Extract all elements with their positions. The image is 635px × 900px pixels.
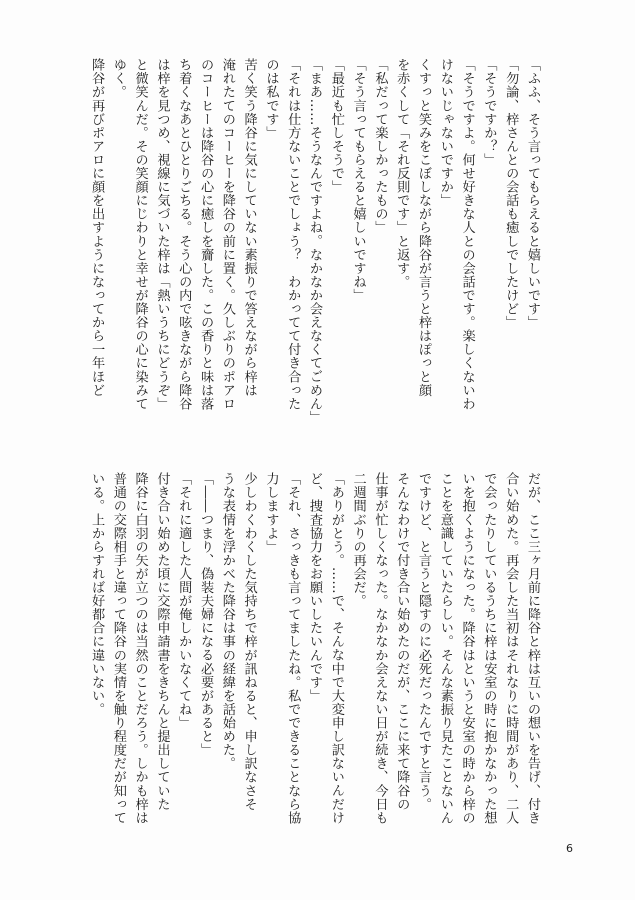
text-line: 降谷に白羽の矢が立つのは当然のことだろう。しかも梓は xyxy=(132,472,148,825)
text-line: 「そうですよ。何せ好きな人との会話です。楽しくないわ xyxy=(459,58,475,411)
text-line: 二週間ぶりの再会だ。 xyxy=(350,472,366,608)
text-line: 「それに適した人間が俺しかいなくてね」 xyxy=(176,472,192,730)
page-number: 6 xyxy=(566,842,573,855)
text-line: ゆく。 xyxy=(110,58,126,99)
text-line: いを抱くようになった。降谷はというと安室の時から梓の xyxy=(459,472,475,825)
text-line: そんなわけで付き合い始めたのだが、ここに来て降谷の xyxy=(394,472,410,811)
text-line: 「まあ……そうなんですよね。なかなか会えなくてごめん」 xyxy=(307,58,323,424)
text-line: 「最近も忙しそうで」 xyxy=(328,58,344,194)
text-line: 「――つまり、偽装夫婦になる必要があると」 xyxy=(198,472,214,757)
text-line: で会ったりしているうちに梓は安室の時に抱かなかった想 xyxy=(481,472,497,825)
text-line: うな表情を浮かべた降谷は事の経緯を話始めた。 xyxy=(219,472,235,771)
text-line: は梓を見つめ、視線に気づいた梓は「熱いうちにどうぞ」 xyxy=(154,58,170,411)
text-line: を赤くして「それ反則です」と返す。 xyxy=(394,58,410,289)
text-line: 苦く笑う降谷に気にしていない素振りで答えながら梓は xyxy=(241,58,257,397)
text-line: 合い始めた。再会した当初はそれなりに時間があり、二人 xyxy=(503,472,519,825)
text-line: 力しますよ」 xyxy=(263,472,279,554)
text-line: 「そうですか？」 xyxy=(481,58,497,167)
text-line: 「そう言ってもらえると嬉しいですね」 xyxy=(350,58,366,302)
text-line: ち着くなあとひとりごちる。そう心の内で呟きながら降谷 xyxy=(176,58,192,411)
text-line: のは私です」 xyxy=(263,58,279,140)
text-column-bottom xyxy=(83,472,543,852)
text-line: ど、捜査協力をお願いしたいんです」 xyxy=(307,472,323,703)
text-line: だが、ここ三ヶ月前に降谷と梓は互いの想いを告げ、付き xyxy=(525,472,540,825)
text-line: 淹れたてのコーヒーを降谷の前に置く。久しぶりのポアロ xyxy=(219,58,235,411)
text-line: 「それ、さっきも言ってましたね。私でできることなら協 xyxy=(285,472,301,825)
text-line: ですけど、と言うと隠すのに必死だったんですと言う。 xyxy=(416,472,432,811)
text-line: 「勿論、梓さんとの会話も癒しでしたけど」 xyxy=(503,58,519,329)
text-line: 付き合い始めた頃に交際申請書をきちんと提出していた xyxy=(154,472,170,811)
text-line: 降谷が再びポアロに顔を出すようになってから一年ほど xyxy=(89,58,105,397)
text-line: と微笑んだ。その笑顔にじわりと幸せが降谷の心に染みて xyxy=(132,58,148,411)
text-column-top xyxy=(83,58,543,450)
text-line: 少しわくわくした気持ちで梓が訊ねると、申し訳なさそ xyxy=(241,472,257,811)
text-line: 普通の交際相手と違って降谷の実情を触り程度だが知って xyxy=(110,472,126,825)
text-line: けないじゃないですか」 xyxy=(437,58,453,208)
text-line: 仕事が忙しくなった。なかなか会えない日が続き、今日も xyxy=(372,472,388,825)
text-line: ことを意識していたらしい。そんな素振り見たことないん xyxy=(437,472,453,825)
text-line: 「ふふ、そう言ってもらえると嬉しいです」 xyxy=(525,58,540,329)
text-line: 「ありがとう。……で、そんな中で大変申し訳ないんだけ xyxy=(328,472,344,825)
text-line: のコーヒーは降谷の心に癒しを齎した。この香りと味は落 xyxy=(198,58,214,411)
text-line: 「私だって楽しかったもの」 xyxy=(372,58,388,235)
text-line: いる。上からすれば好都合に違いない。 xyxy=(89,472,105,716)
text-line: くすっと笑みをこぼしながら降谷が言うと梓はぽっと顔 xyxy=(416,58,432,397)
text-line: 「それは仕方ないことでしょう？ わかってて付き合った xyxy=(285,58,301,411)
